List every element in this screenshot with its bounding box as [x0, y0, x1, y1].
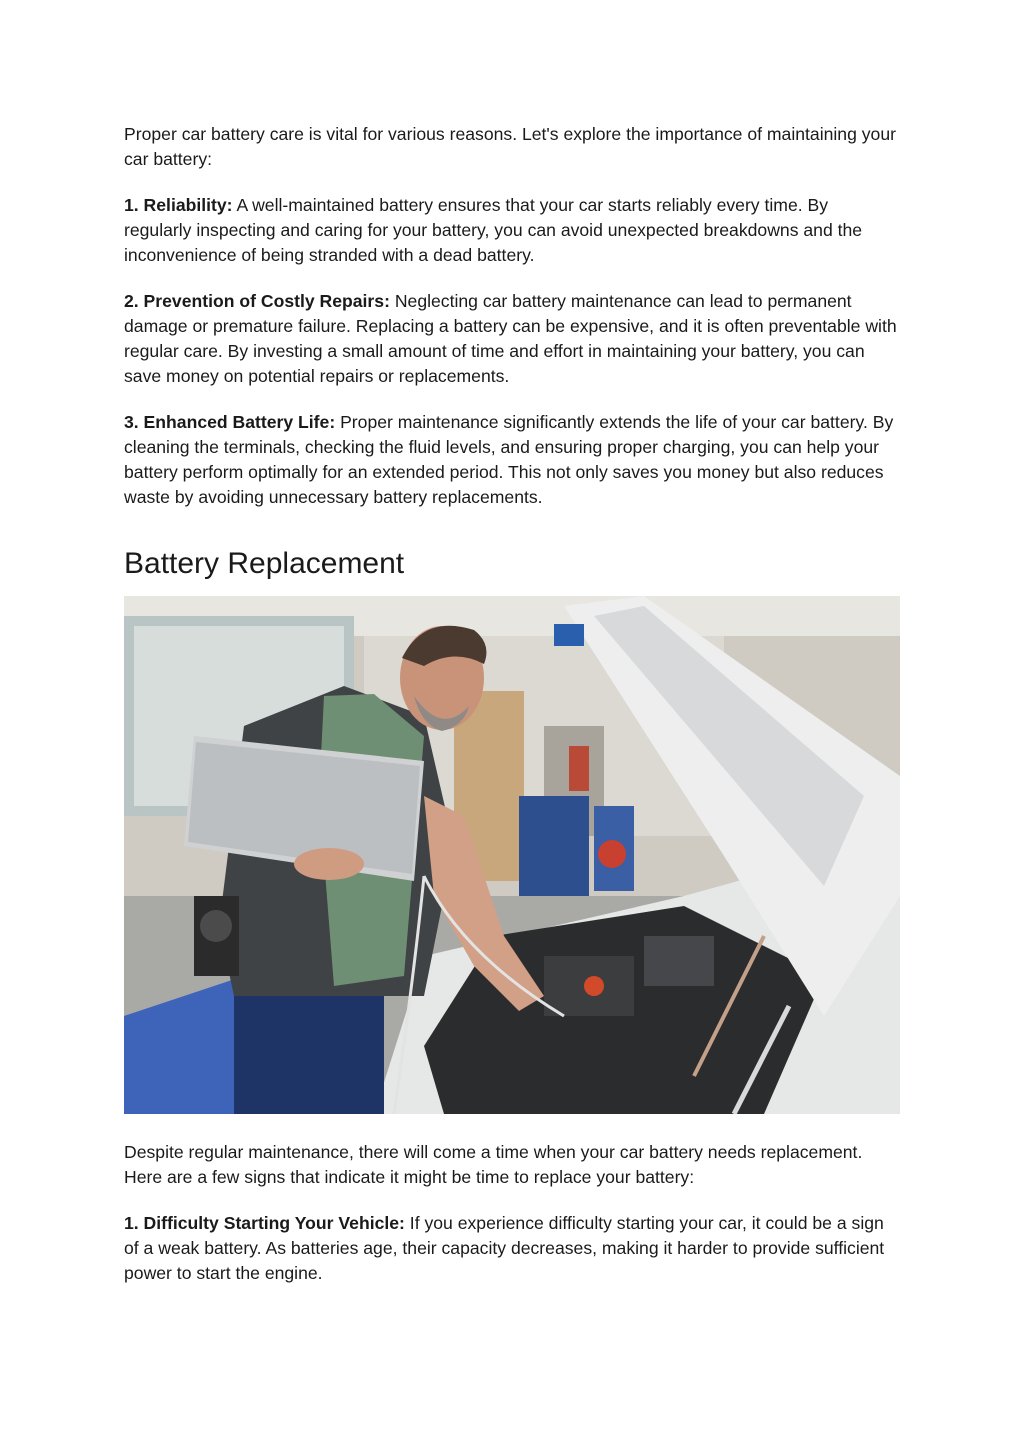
- care-point-reliability: [124, 193, 900, 268]
- replacement-point-text: If you experience difficulty starting your car, it could be a sign of a weak battery. As batteries age, their capacity decreases, making it harder to provide sufficient power to start the engine.: [124, 1213, 885, 1283]
- section-heading: Battery Replacement: [124, 547, 405, 580]
- care-point-heading: 3. Enhanced Battery Life:: [124, 412, 336, 432]
- care-point-battery-life: [124, 410, 900, 510]
- care-point-heading: 2. Prevention of Costly Repairs:: [124, 291, 390, 311]
- care-point-costly-repairs: [124, 289, 900, 389]
- replacement-point-heading: 1. Difficulty Starting Your Vehicle:: [124, 1213, 405, 1233]
- replacement-intro-paragraph: Despite regular maintenance, there will come a time when your car battery needs replacement. Here are a few signs that indicate it might be time to replace your battery:: [124, 1142, 863, 1187]
- care-point-text: A well-maintained battery ensures that your car starts reliably every time. By regularly inspecting and caring for your battery, you can avoid unexpected breakdowns and the inconvenience of being stranded with a dead battery.: [124, 195, 863, 265]
- intro-paragraph: Proper car battery care is vital for various reasons. Let's explore the importance of maintaining your car battery:: [124, 124, 896, 169]
- care-point-text: Proper maintenance significantly extends the life of your car battery. By cleaning the terminals, checking the fluid levels, and ensuring proper charging, you can help your battery perform optimally for an extended period. This not only saves you money but also reduces waste by avoiding unnecessary battery replacements.: [124, 412, 894, 507]
- document-page: [124, 122, 900, 1286]
- care-point-heading: 1. Reliability:: [124, 195, 233, 215]
- mechanic-photo: [124, 596, 900, 1114]
- care-point-text: Neglecting car battery maintenance can lead to permanent damage or premature failure. Replacing a battery can be expensive, and it is often preventable with regular care. By investing a small amount of time and effort in maintaining your battery, you can save money on potential repairs or replacements.: [124, 291, 897, 386]
- replacement-point-difficulty-starting: [124, 1211, 900, 1286]
